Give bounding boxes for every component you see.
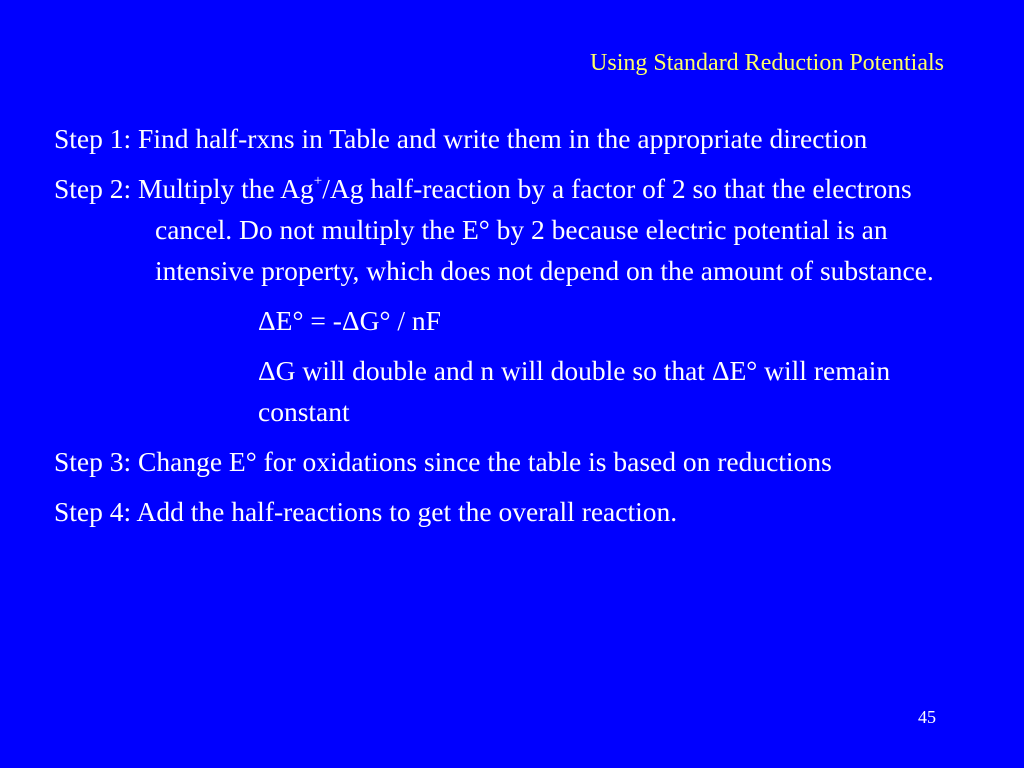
step-2 — [54, 168, 934, 291]
step-2-part2: /Ag half-reaction by a factor of 2 so that the electrons cancel. Do not multiply the E° by 2 because electric potential is an intensive property, which does not depend on the amount of substance. — [155, 173, 934, 286]
step-2-superscript: + — [313, 173, 323, 189]
step-4: Step 4: Add the half-reactions to get the overall reaction. — [54, 496, 678, 527]
step-3: Step 3: Change E° for oxidations since the table is based on reductions — [54, 446, 832, 477]
page-number: 45 — [918, 707, 936, 727]
steps-list — [54, 118, 934, 541]
equation-note: ΔG will double and n will double so that ΔE° will remain constant — [258, 355, 891, 427]
step-1: Step 1: Find half-rxns in Table and write them in the appropriate direction — [54, 123, 868, 154]
equation: ΔE° = -ΔG° / nF — [258, 305, 441, 336]
slide-title: Using Standard Reduction Potentials — [590, 50, 944, 76]
step-2-part1: Step 2: Multiply the Ag — [54, 173, 314, 204]
